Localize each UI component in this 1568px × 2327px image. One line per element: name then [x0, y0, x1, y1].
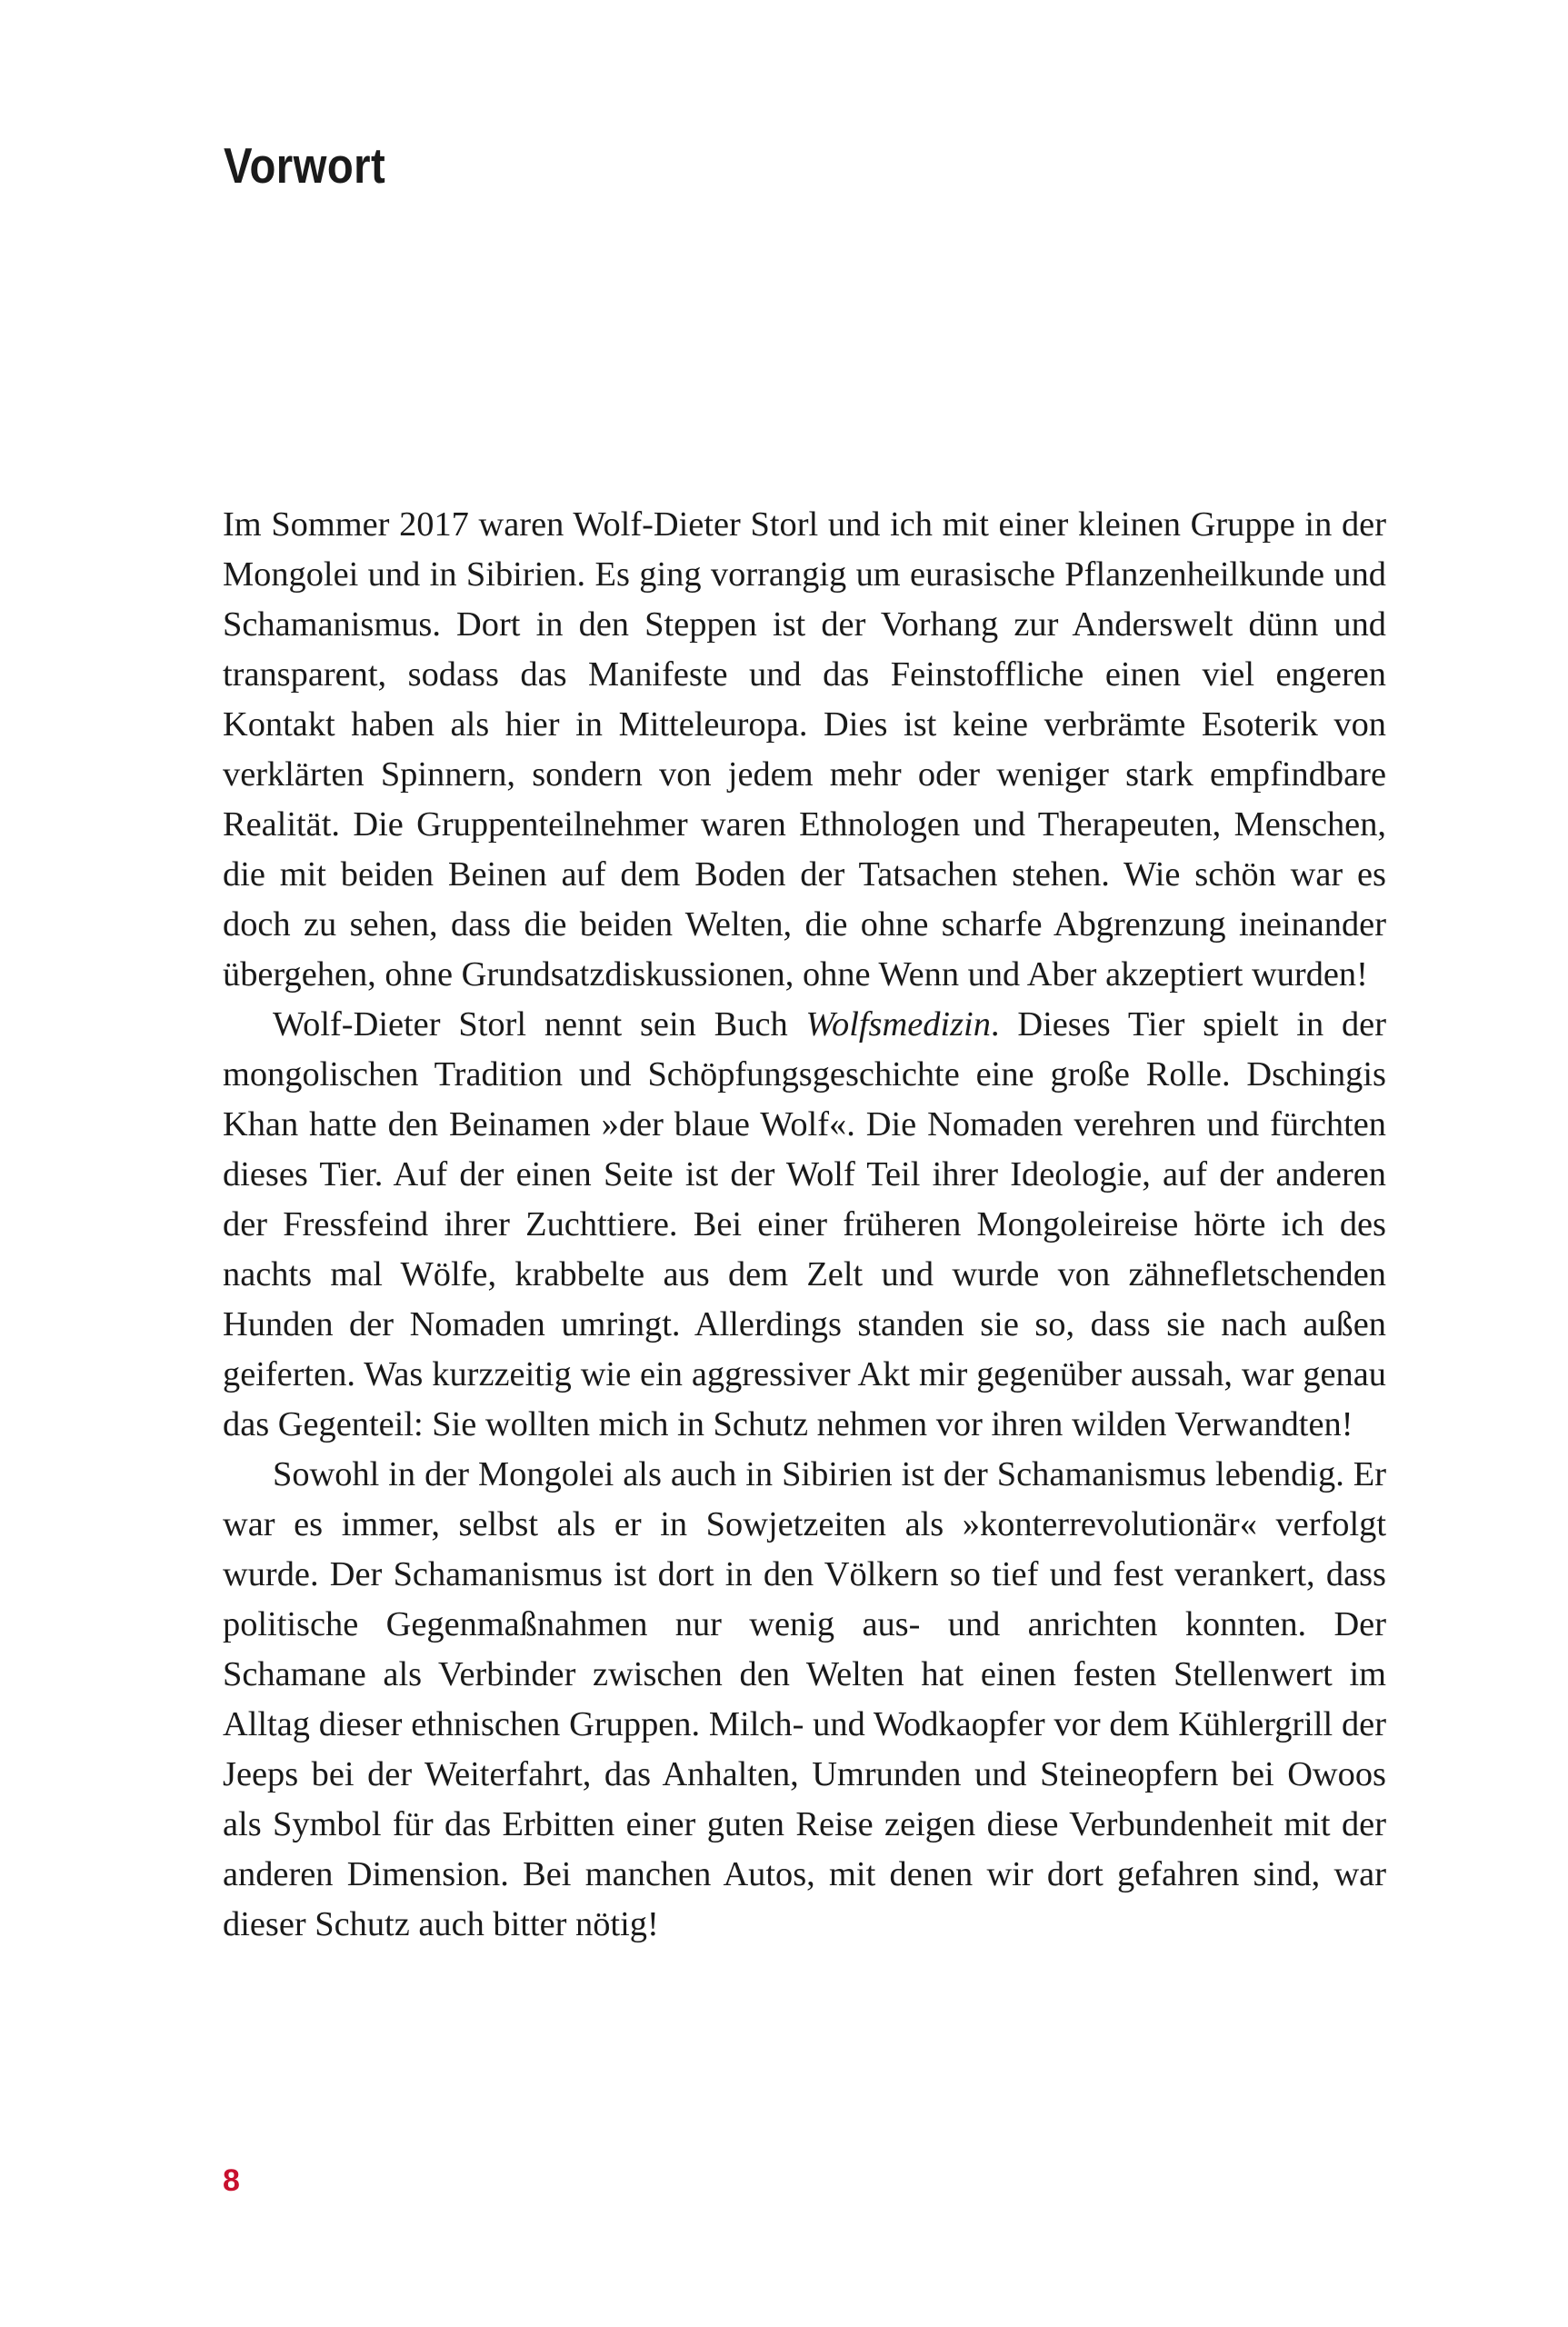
paragraph — [223, 1000, 1386, 1450]
paragraph: Im Sommer 2017 waren Wolf-Dieter Storl und ich mit einer kleinen Gruppe in der Mongolei und in Sibirien. Es ging vorrangig um eurasische Pflanzenheilkunde und Schamanismus. Dort in den Steppen ist der Vorhang zur Anderswelt dünn und transparent, sodass das Manifeste und das Feinstoffliche einen viel engeren Kontakt haben als hier in Mitteleuropa. Dies ist keine verbrämte Esoterik von verklärten Spinnern, sondern von jedem mehr oder weniger stark empfindbare Realität. Die Gruppenteilnehmer waren Ethnologen und Therapeuten, Menschen, die mit beiden Beinen auf dem Boden der Tatsachen stehen. Wie schön war es doch zu sehen, dass die beiden Welten, die ohne scharfe Abgrenzung ineinander übergehen, ohne Grundsatzdiskussionen, ohne Wenn und Aber akzeptiert wurden! — [223, 505, 1386, 994]
paragraph: Sowohl in der Mongolei als auch in Sibirien ist der Schamanismus lebendig. Er war es immer, selbst als er in Sowjetzeiten als »konterrevolutionär« verfolgt wurde. Der Schamanismus ist dort in den Völkern so tief und fest verankert, dass politische Gegenmaßnahmen nur wenig aus- und anrichten konnten. Der Schamane als Verbinder zwischen den Welten hat einen festen Stellenwert im Alltag dieser ethnischen Gruppen. Milch- und Wodkaopfer vor dem Kühlergrill der Jeeps bei der Weiterfahrt, das Anhalten, Umrunden und Steineopfern bei Owoos als Symbol für das Erbitten einer guten Reise zeigen diese Verbundenheit mit der anderen Dimension. Bei manchen Autos, mit denen wir dort gefahren sind, war dieser Schutz auch bitter nötig! — [223, 1455, 1386, 1943]
body-text — [223, 500, 1386, 1950]
chapter-title: Vorwort — [224, 137, 386, 194]
page-number: 8 — [223, 2163, 240, 2198]
book-title-emphasis: Wolfsmedizin — [805, 1005, 991, 1044]
paragraph-text: . Dieses Tier spielt in der mongolischen Tradition und Schöpfungsgeschichte eine große Rolle. Dschingis Khan hatte den Beinamen »der blaue Wolf«. Die Nomaden verehren und fürchten dieses Tier. Auf der einen Seite ist der Wolf Teil ihrer Ideologie, auf der anderen der Fressfeind ihrer Zuchttiere. Bei einer früheren Mongoleireise hörte ich des nachts mal Wölfe, krabbelte aus dem Zelt und wurde von zähnefletschenden Hunden der Nomaden umringt. Allerdings standen sie so, dass sie nach außen geiferten. Was kurzzeitig wie ein aggressiver Akt mir gegenüber aussah, war genau das Gegenteil: Sie wollten mich in Schutz nehmen vor ihren wilden Verwandten! — [223, 1005, 1386, 1443]
paragraph-text: Wolf-Dieter Storl nennt sein Buch — [273, 1005, 806, 1044]
